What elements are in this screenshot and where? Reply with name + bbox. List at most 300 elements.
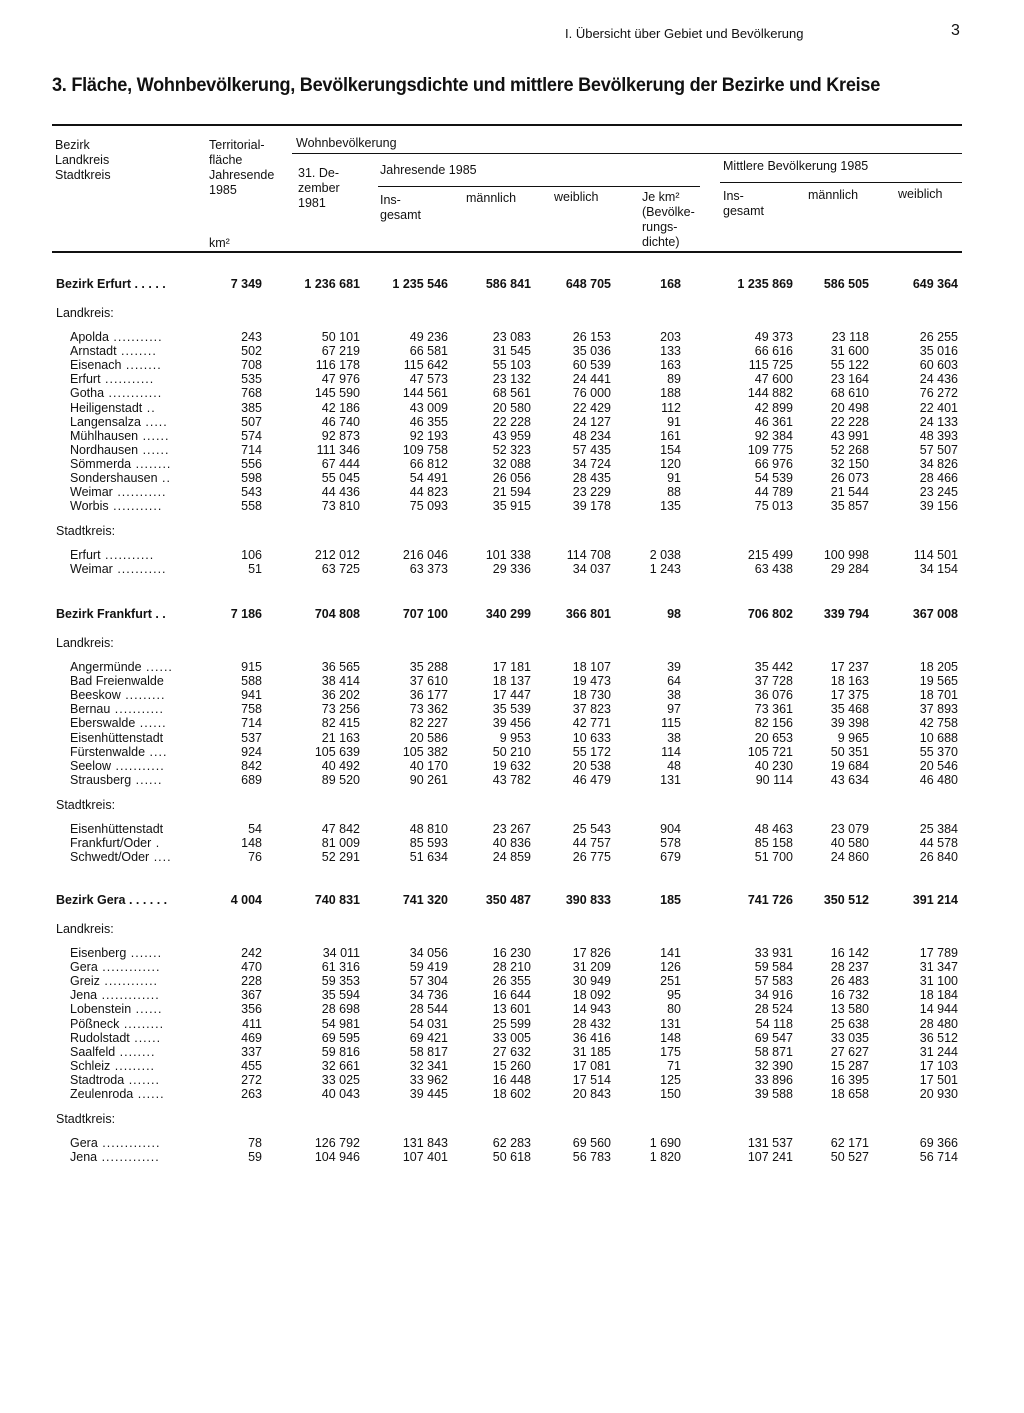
cell-dez1981: 105 639 xyxy=(314,744,360,759)
cell-m-maennlich: 19 684 xyxy=(830,758,869,773)
cell-m-weiblich: 17 103 xyxy=(919,1058,958,1073)
cell-m-maennlich: 23 079 xyxy=(830,821,869,836)
cell-dez1981: 92 873 xyxy=(321,428,360,443)
leader-dots: ...... xyxy=(129,1030,162,1045)
cell-m-weiblich: 57 507 xyxy=(919,442,958,457)
section-label: Stadtkreis: xyxy=(56,797,116,812)
header-jahresende1985: Jahresende 1985 xyxy=(380,163,477,177)
leader-dots: ........... xyxy=(100,548,155,563)
cell-m-maennlich: 22 228 xyxy=(830,414,869,429)
kreis-name: Zeulenroda ...... xyxy=(70,1087,165,1101)
header-insgesamt: Ins- gesamt xyxy=(380,193,421,222)
cell-m-weiblich: 35 016 xyxy=(919,344,958,359)
cell-m-weiblich: 24 436 xyxy=(919,372,958,387)
cell-m-insgesamt: 28 524 xyxy=(754,1002,793,1017)
cell-m-weiblich: 18 701 xyxy=(919,688,958,703)
header-bottom-rule xyxy=(52,251,962,253)
leader-dots: ........... xyxy=(112,485,167,500)
cell-maennlich: 23 267 xyxy=(492,821,531,836)
cell-maennlich: 50 618 xyxy=(492,1150,531,1165)
cell-flaeche: 337 xyxy=(241,1044,262,1059)
cell-insgesamt: 34 056 xyxy=(409,946,448,960)
leader-dots: .. xyxy=(142,400,156,415)
cell-dez1981: 34 011 xyxy=(322,946,360,960)
cell-m-maennlich: 586 505 xyxy=(823,277,869,291)
cell-m-weiblich: 56 714 xyxy=(919,1150,958,1165)
cell-flaeche: 708 xyxy=(241,358,262,373)
cell-m-maennlich: 16 142 xyxy=(830,946,869,960)
kreis-name: Jena ............. xyxy=(70,988,160,1003)
cell-dichte: 115 xyxy=(661,716,681,731)
cell-flaeche: 924 xyxy=(241,744,262,759)
cell-insgesamt: 43 009 xyxy=(409,400,448,415)
header-wohnbev: Wohnbevölkerung xyxy=(296,136,397,150)
table-row xyxy=(0,822,1024,836)
cell-dez1981: 47 976 xyxy=(321,372,360,387)
cell-dez1981: 52 291 xyxy=(321,850,360,865)
cell-dez1981: 212 012 xyxy=(314,548,360,563)
cell-dez1981: 47 842 xyxy=(321,821,360,836)
kreis-name: Saalfeld ........ xyxy=(70,1044,156,1059)
cell-flaeche: 714 xyxy=(241,716,262,731)
cell-flaeche: 598 xyxy=(241,471,262,485)
cell-insgesamt: 73 362 xyxy=(409,702,448,717)
cell-insgesamt: 54 031 xyxy=(409,1016,448,1031)
cell-dichte: 154 xyxy=(660,442,681,457)
cell-dez1981: 67 444 xyxy=(321,456,360,471)
cell-maennlich: 27 632 xyxy=(492,1044,531,1059)
cell-dez1981: 145 590 xyxy=(314,386,360,401)
table-row xyxy=(0,1150,1024,1164)
cell-flaeche: 941 xyxy=(241,688,262,703)
cell-dez1981: 21 163 xyxy=(321,730,360,745)
cell-m-maennlich: 29 284 xyxy=(830,562,869,577)
cell-insgesamt: 32 341 xyxy=(409,1058,448,1073)
cell-insgesamt: 20 586 xyxy=(409,730,448,745)
cell-dez1981: 36 202 xyxy=(321,688,360,703)
cell-m-insgesamt: 40 230 xyxy=(754,758,793,773)
cell-m-weiblich: 19 565 xyxy=(919,674,958,689)
table-row xyxy=(0,1017,1024,1031)
cell-dez1981: 42 186 xyxy=(321,400,360,415)
cell-maennlich: 15 260 xyxy=(492,1058,531,1073)
section-label: Stadtkreis: xyxy=(56,524,116,539)
kreis-name: Schwedt/Oder .... xyxy=(70,850,172,865)
cell-flaeche: 543 xyxy=(241,485,262,500)
table-row xyxy=(0,1031,1024,1045)
cell-m-insgesamt: 39 588 xyxy=(754,1087,793,1101)
cell-m-insgesamt: 57 583 xyxy=(754,974,793,989)
cell-m-insgesamt: 706 802 xyxy=(747,607,793,621)
leader-dots: ............ xyxy=(99,974,159,989)
leader-dots: ......... xyxy=(120,688,166,703)
cell-maennlich: 43 782 xyxy=(492,772,531,787)
cell-insgesamt: 107 401 xyxy=(402,1150,448,1165)
cell-flaeche: 535 xyxy=(241,372,262,387)
cell-m-maennlich: 9 965 xyxy=(837,730,869,745)
cell-maennlich: 62 283 xyxy=(492,1136,531,1151)
kreis-name: Stadtroda ....... xyxy=(70,1072,161,1087)
cell-dichte: 1 690 xyxy=(649,1136,681,1151)
cell-insgesamt: 28 544 xyxy=(409,1002,448,1017)
header-maennlich: männlich xyxy=(466,191,517,205)
cell-maennlich: 19 632 xyxy=(492,758,531,773)
cell-m-weiblich: 26 840 xyxy=(919,850,958,865)
table-row xyxy=(0,1073,1024,1087)
cell-flaeche: 7 186 xyxy=(230,607,262,621)
cell-dez1981: 126 792 xyxy=(314,1136,360,1151)
cell-dichte: 120 xyxy=(660,456,681,471)
cell-dichte: 71 xyxy=(667,1058,681,1073)
table-row xyxy=(0,960,1024,974)
cell-flaeche: 76 xyxy=(248,850,262,865)
running-head: I. Übersicht über Gebiet und Bevölkerung xyxy=(565,26,804,41)
cell-weiblich: 44 757 xyxy=(572,836,611,850)
cell-m-weiblich: 69 366 xyxy=(919,1136,958,1151)
cell-weiblich: 28 435 xyxy=(572,471,611,485)
table-row xyxy=(0,688,1024,702)
cell-insgesamt: 109 758 xyxy=(402,442,448,457)
kreis-name: Rudolstadt ...... xyxy=(70,1030,162,1045)
header-bezirk: Bezirk Landkreis Stadtkreis xyxy=(55,138,111,182)
cell-maennlich: 29 336 xyxy=(492,562,531,577)
cell-dichte: 97 xyxy=(667,702,681,717)
cell-insgesamt: 39 445 xyxy=(409,1087,448,1101)
cell-weiblich: 26 775 xyxy=(572,850,611,865)
header-dez1981: 31. De- zember 1981 xyxy=(298,166,340,210)
leader-dots: ........... xyxy=(110,702,164,717)
cell-insgesamt: 741 320 xyxy=(402,893,448,907)
cell-weiblich: 34 037 xyxy=(572,562,611,577)
cell-m-weiblich: 18 205 xyxy=(919,660,958,674)
cell-maennlich: 17 181 xyxy=(492,660,531,674)
cell-weiblich: 23 229 xyxy=(572,485,611,500)
cell-maennlich: 9 953 xyxy=(499,730,531,745)
cell-insgesamt: 75 093 xyxy=(409,499,448,514)
cell-weiblich: 35 036 xyxy=(572,344,611,359)
cell-insgesamt: 58 817 xyxy=(409,1044,448,1059)
kreis-name: Heiligenstadt .. xyxy=(70,400,156,415)
cell-m-maennlich: 23 118 xyxy=(831,330,869,344)
cell-weiblich: 14 943 xyxy=(572,1002,611,1017)
kreis-name: Weimar ........... xyxy=(70,485,167,500)
header-m-maennlich: männlich xyxy=(808,188,859,202)
cell-flaeche: 556 xyxy=(241,456,262,471)
leader-dots: .... xyxy=(149,850,172,865)
cell-m-insgesamt: 59 584 xyxy=(754,960,793,975)
cell-dichte: 578 xyxy=(660,836,681,850)
table-row xyxy=(0,330,1024,344)
cell-maennlich: 26 355 xyxy=(492,974,531,989)
table-row xyxy=(0,974,1024,988)
table-row xyxy=(0,386,1024,400)
kreis-name: Greiz ............ xyxy=(70,974,159,989)
cell-maennlich: 28 210 xyxy=(492,960,531,975)
kreis-name: Apolda ........... xyxy=(70,330,163,344)
kreis-name: Eisenberg ....... xyxy=(70,946,163,960)
cell-insgesamt: 48 810 xyxy=(409,821,448,836)
cell-dichte: 125 xyxy=(660,1072,681,1087)
cell-dez1981: 1 236 681 xyxy=(304,277,360,291)
cell-insgesamt: 59 419 xyxy=(409,960,448,975)
cell-dez1981: 104 946 xyxy=(314,1150,360,1165)
cell-insgesamt: 66 581 xyxy=(409,344,448,359)
cell-weiblich: 57 435 xyxy=(572,442,611,457)
leader-dots: ........... xyxy=(111,758,165,773)
cell-insgesamt: 144 561 xyxy=(402,386,448,401)
cell-insgesamt: 44 823 xyxy=(409,485,448,500)
cell-m-maennlich: 39 398 xyxy=(830,716,869,731)
cell-flaeche: 148 xyxy=(241,836,262,850)
cell-insgesamt: 36 177 xyxy=(409,688,448,703)
cell-weiblich: 34 724 xyxy=(572,456,611,471)
cell-m-weiblich: 36 512 xyxy=(919,1030,958,1045)
cell-m-maennlich: 43 634 xyxy=(830,772,869,787)
cell-m-insgesamt: 115 725 xyxy=(748,358,793,373)
cell-dichte: 48 xyxy=(667,758,681,773)
cell-dichte: 679 xyxy=(660,850,681,865)
leader-dots: ...... xyxy=(138,428,170,443)
cell-m-maennlich: 40 580 xyxy=(830,836,869,850)
cell-dez1981: 111 346 xyxy=(316,442,360,457)
cell-dez1981: 50 101 xyxy=(321,330,360,344)
cell-insgesamt: 49 236 xyxy=(409,330,448,344)
cell-insgesamt: 105 382 xyxy=(402,744,448,759)
header-mittlere: Mittlere Bevölkerung 1985 xyxy=(723,159,869,173)
cell-m-maennlich: 18 163 xyxy=(830,674,869,689)
cell-dez1981: 46 740 xyxy=(321,414,360,429)
section-label: Landkreis: xyxy=(56,922,114,936)
cell-weiblich: 31 209 xyxy=(572,960,611,975)
cell-m-insgesamt: 69 547 xyxy=(754,1030,793,1045)
cell-weiblich: 18 730 xyxy=(572,688,611,703)
cell-dichte: 98 xyxy=(667,607,681,621)
cell-dez1981: 44 436 xyxy=(321,485,360,500)
cell-insgesamt: 1 235 546 xyxy=(392,277,448,291)
cell-flaeche: 385 xyxy=(241,400,262,415)
cell-insgesamt: 57 304 xyxy=(409,974,448,989)
cell-dez1981: 59 816 xyxy=(321,1044,360,1059)
cell-flaeche: 228 xyxy=(241,974,262,989)
cell-m-maennlich: 50 527 xyxy=(830,1150,869,1165)
cell-m-insgesamt: 66 976 xyxy=(754,456,793,471)
cell-maennlich: 101 338 xyxy=(485,548,531,563)
cell-maennlich: 18 602 xyxy=(492,1087,531,1101)
cell-flaeche: 7 349 xyxy=(230,277,262,291)
kreis-name: Langensalza ..... xyxy=(70,414,168,429)
cell-dichte: 150 xyxy=(660,1087,681,1101)
leader-dots: .... xyxy=(145,744,168,759)
cell-m-maennlich: 15 287 xyxy=(830,1058,869,1073)
cell-m-weiblich: 391 214 xyxy=(912,893,958,907)
cell-flaeche: 51 xyxy=(248,562,262,577)
cell-flaeche: 574 xyxy=(241,428,262,443)
cell-dez1981: 63 725 xyxy=(321,562,360,577)
cell-weiblich: 10 633 xyxy=(572,730,611,745)
leader-dots: ........ xyxy=(115,1044,156,1059)
cell-m-maennlich: 50 351 xyxy=(830,744,869,759)
cell-dichte: 148 xyxy=(660,1030,681,1045)
cell-dez1981: 35 594 xyxy=(321,988,360,1003)
cell-maennlich: 340 299 xyxy=(485,607,531,621)
cell-dez1981: 704 808 xyxy=(314,607,360,621)
cell-m-weiblich: 44 578 xyxy=(919,836,958,850)
cell-m-maennlich: 52 268 xyxy=(830,442,869,457)
cell-m-maennlich: 32 150 xyxy=(830,456,869,471)
table-row xyxy=(0,485,1024,499)
table-row xyxy=(0,1059,1024,1073)
cell-m-maennlich: 16 395 xyxy=(830,1072,869,1087)
cell-m-maennlich: 43 991 xyxy=(830,428,869,443)
cell-weiblich: 69 560 xyxy=(572,1136,611,1151)
leader-dots: ...... xyxy=(135,716,167,731)
cell-maennlich: 23 083 xyxy=(492,330,531,344)
table-title: 3. Fläche, Wohnbevölkerung, Bevölkerungsdichte und mittlere Bevölkerung der Bezirke und Kreise xyxy=(52,74,881,96)
cell-flaeche: 469 xyxy=(241,1030,262,1045)
cell-m-weiblich: 20 930 xyxy=(919,1087,958,1101)
cell-maennlich: 23 132 xyxy=(492,372,531,387)
cell-flaeche: 59 xyxy=(248,1150,262,1165)
cell-m-insgesamt: 73 361 xyxy=(754,702,793,717)
cell-maennlich: 24 859 xyxy=(492,850,531,865)
kreis-name: Sömmerda ........ xyxy=(70,456,172,471)
table-row xyxy=(0,372,1024,386)
cell-dichte: 91 xyxy=(667,471,681,485)
cell-weiblich: 17 514 xyxy=(572,1072,611,1087)
cell-flaeche: 470 xyxy=(241,960,262,975)
cell-insgesamt: 707 100 xyxy=(402,607,448,621)
cell-m-insgesamt: 34 916 xyxy=(754,988,793,1003)
cell-insgesamt: 115 642 xyxy=(403,358,448,373)
table-row xyxy=(0,1002,1024,1016)
cell-maennlich: 16 230 xyxy=(492,946,531,960)
cell-dez1981: 82 415 xyxy=(321,716,360,731)
cell-dichte: 131 xyxy=(660,1016,681,1031)
cell-weiblich: 20 843 xyxy=(572,1087,611,1101)
kreis-name: Jena ............. xyxy=(70,1150,160,1165)
cell-m-maennlich: 16 732 xyxy=(830,988,869,1003)
cell-dez1981: 73 256 xyxy=(321,702,360,717)
cell-maennlich: 26 056 xyxy=(492,471,531,485)
table-row xyxy=(0,702,1024,716)
table-row xyxy=(0,759,1024,773)
kreis-name: Angermünde ...... xyxy=(70,660,173,674)
kreis-name: Gera ............. xyxy=(70,1136,161,1151)
cell-m-weiblich: 24 133 xyxy=(919,414,958,429)
kreis-name: Nordhausen ...... xyxy=(70,442,170,457)
cell-maennlich: 22 228 xyxy=(492,414,531,429)
kreis-name: Fürstenwalde .... xyxy=(70,744,168,759)
cell-weiblich: 24 127 xyxy=(572,414,611,429)
header-flaeche-unit: km² xyxy=(209,236,230,250)
cell-dichte: 80 xyxy=(667,1002,681,1017)
kreis-name: Erfurt ........... xyxy=(70,372,155,387)
cell-maennlich: 35 539 xyxy=(492,702,531,717)
cell-m-maennlich: 25 638 xyxy=(830,1016,869,1031)
cell-m-insgesamt: 107 241 xyxy=(747,1150,793,1165)
cell-weiblich: 17 826 xyxy=(572,946,611,960)
cell-weiblich: 18 092 xyxy=(572,988,611,1003)
cell-maennlich: 18 137 xyxy=(492,674,531,689)
cell-weiblich: 36 416 xyxy=(572,1030,611,1045)
cell-m-maennlich: 100 998 xyxy=(823,548,869,563)
cell-m-insgesamt: 58 871 xyxy=(754,1044,793,1059)
kreis-name: Beeskow ......... xyxy=(70,688,166,703)
cell-dez1981: 59 353 xyxy=(321,974,360,989)
cell-insgesamt: 90 261 xyxy=(409,772,448,787)
cell-dichte: 39 xyxy=(667,660,681,674)
kreis-name: Bad Freienwalde xyxy=(70,674,164,689)
cell-m-maennlich: 55 122 xyxy=(830,358,869,373)
table-row xyxy=(0,562,1024,576)
bezirk-row xyxy=(0,607,1024,621)
cell-dez1981: 73 810 xyxy=(321,499,360,514)
table-row xyxy=(0,443,1024,457)
cell-flaeche: 367 xyxy=(241,988,262,1003)
cell-m-weiblich: 34 154 xyxy=(919,562,958,577)
cell-m-maennlich: 27 627 xyxy=(830,1044,869,1059)
cell-m-weiblich: 649 364 xyxy=(912,277,958,291)
kreis-name: Seelow ........... xyxy=(70,758,165,773)
bezirk-row xyxy=(0,893,1024,907)
cell-maennlich: 43 959 xyxy=(492,428,531,443)
leader-dots: ............. xyxy=(97,1136,161,1151)
leader-dots: ..... xyxy=(140,414,168,429)
cell-weiblich: 19 473 xyxy=(572,674,611,689)
cell-m-weiblich: 14 944 xyxy=(919,1002,958,1017)
cell-m-insgesamt: 44 789 xyxy=(754,485,793,500)
table-top-rule xyxy=(52,124,962,126)
table-row xyxy=(0,716,1024,730)
cell-flaeche: 558 xyxy=(241,499,262,514)
cell-maennlich: 68 561 xyxy=(492,386,531,401)
cell-dez1981: 28 698 xyxy=(321,1002,360,1017)
cell-m-weiblich: 42 758 xyxy=(919,716,958,731)
cell-insgesamt: 47 573 xyxy=(409,372,448,387)
cell-dichte: 126 xyxy=(660,960,681,975)
cell-dichte: 89 xyxy=(667,372,681,387)
cell-maennlich: 40 836 xyxy=(492,836,531,850)
cell-dez1981: 89 520 xyxy=(321,772,360,787)
cell-dez1981: 36 565 xyxy=(321,660,360,674)
leader-dots: .. xyxy=(157,471,171,485)
cell-flaeche: 243 xyxy=(241,330,262,344)
table-row xyxy=(0,344,1024,358)
cell-m-weiblich: 31 347 xyxy=(919,960,958,975)
cell-flaeche: 507 xyxy=(241,414,262,429)
leader-dots: ............. xyxy=(97,960,161,975)
cell-m-insgesamt: 75 013 xyxy=(754,499,793,514)
cell-weiblich: 26 153 xyxy=(572,330,611,344)
leader-dots: ........... xyxy=(108,330,163,344)
kreis-name: Mühlhausen ...... xyxy=(70,428,170,443)
cell-weiblich: 20 538 xyxy=(572,758,611,773)
cell-weiblich: 48 234 xyxy=(572,428,611,443)
kreis-name: Sondershausen .. xyxy=(70,471,171,485)
cell-flaeche: 78 xyxy=(248,1136,262,1151)
leader-dots: ...... xyxy=(133,1087,165,1101)
kreis-name: Strausberg ...... xyxy=(70,772,163,787)
cell-maennlich: 55 103 xyxy=(492,358,531,373)
cell-flaeche: 4 004 xyxy=(230,893,262,907)
cell-m-insgesamt: 131 537 xyxy=(747,1136,793,1151)
table-row xyxy=(0,674,1024,688)
cell-m-weiblich: 34 826 xyxy=(919,456,958,471)
cell-m-maennlich: 17 237 xyxy=(830,660,869,674)
bezirk-name: Bezirk Erfurt . . . . . xyxy=(56,277,166,291)
kreis-name: Eberswalde ...... xyxy=(70,716,167,731)
cell-flaeche: 915 xyxy=(241,660,262,674)
